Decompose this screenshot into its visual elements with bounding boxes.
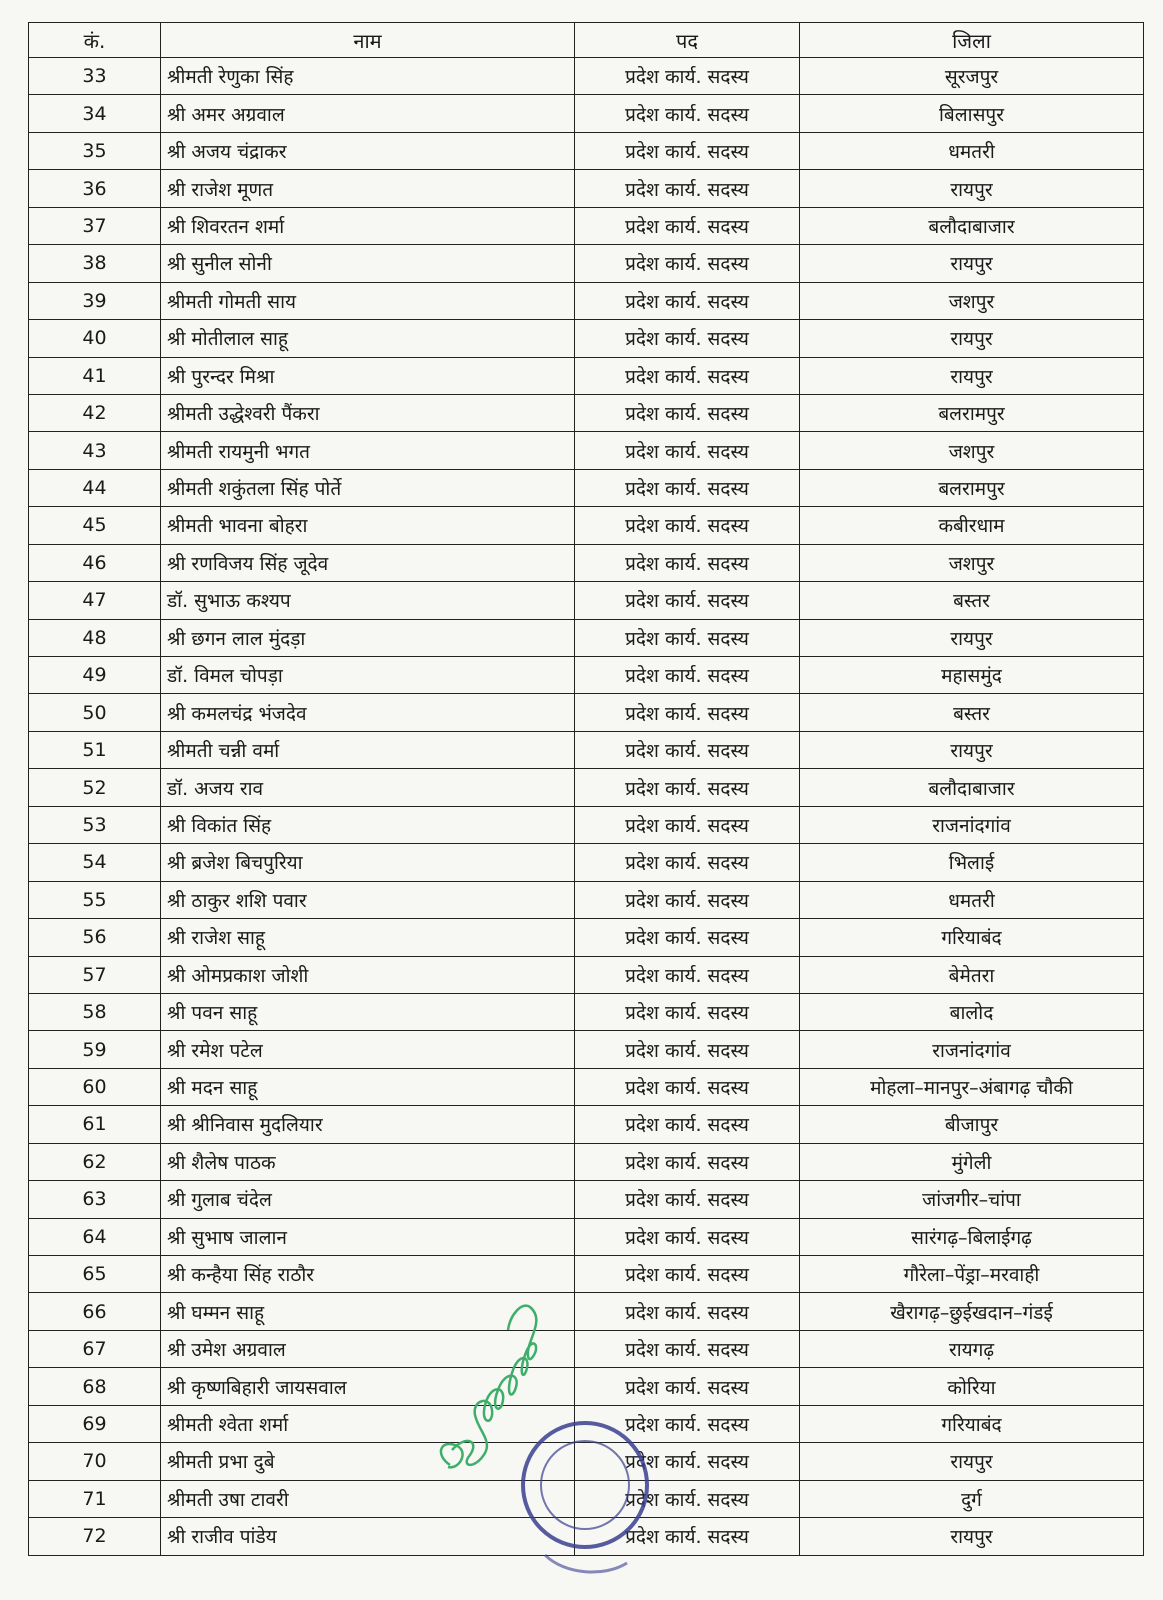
serial-no-cell: 55 <box>29 881 161 918</box>
post-cell: प्रदेश कार्य. सदस्य <box>575 1218 800 1255</box>
header-post: पद <box>575 23 800 58</box>
district-cell: रायपुर <box>800 170 1144 207</box>
district-cell: महासमुंद <box>800 657 1144 694</box>
member-name-cell: श्री ठाकुर शशि पवार <box>161 881 575 918</box>
district-cell: रायपुर <box>800 619 1144 656</box>
serial-no-cell: 35 <box>29 132 161 169</box>
table-row <box>29 956 1144 993</box>
serial-no-cell: 67 <box>29 1330 161 1367</box>
serial-no-cell: 36 <box>29 170 161 207</box>
table-row <box>29 507 1144 544</box>
district-cell: बलरामपुर <box>800 469 1144 506</box>
table-row <box>29 357 1144 394</box>
district-cell: जशपुर <box>800 432 1144 469</box>
district-cell: धमतरी <box>800 132 1144 169</box>
table-row <box>29 1106 1144 1143</box>
member-name-cell: श्री कमलचंद्र भंजदेव <box>161 694 575 731</box>
table-row <box>29 320 1144 357</box>
serial-no-cell: 33 <box>29 58 161 95</box>
member-name-cell: श्रीमती चन्नी वर्मा <box>161 731 575 768</box>
member-name-cell: श्रीमती रेणुका सिंह <box>161 58 575 95</box>
member-name-cell: श्री अजय चंद्राकर <box>161 132 575 169</box>
member-name-cell: डॉ. अजय राव <box>161 769 575 806</box>
post-cell: प्रदेश कार्य. सदस्य <box>575 132 800 169</box>
district-cell: राजनांदगांव <box>800 1031 1144 1068</box>
table-row <box>29 469 1144 506</box>
member-name-cell: डॉ. सुभाऊ कश्यप <box>161 582 575 619</box>
serial-no-cell: 53 <box>29 806 161 843</box>
table-row <box>29 207 1144 244</box>
table-row <box>29 1368 1144 1405</box>
member-name-cell: श्रीमती गोमती साय <box>161 282 575 319</box>
member-name-cell: श्रीमती शकुंतला सिंह पोर्ते <box>161 469 575 506</box>
table-row <box>29 432 1144 469</box>
serial-no-cell: 51 <box>29 731 161 768</box>
post-cell: प्रदेश कार्य. सदस्य <box>575 1480 800 1517</box>
post-cell: प्रदेश कार्य. सदस्य <box>575 245 800 282</box>
post-cell: प्रदेश कार्य. सदस्य <box>575 919 800 956</box>
table-row <box>29 1218 1144 1255</box>
serial-no-cell: 48 <box>29 619 161 656</box>
serial-no-cell: 68 <box>29 1368 161 1405</box>
district-cell: गरियाबंद <box>800 919 1144 956</box>
post-cell: प्रदेश कार्य. सदस्य <box>575 1068 800 1105</box>
serial-no-cell: 62 <box>29 1143 161 1180</box>
district-cell: मोहला–मानपुर–अंबागढ़ चौकी <box>800 1068 1144 1105</box>
serial-no-cell: 70 <box>29 1443 161 1480</box>
district-cell: रायपुर <box>800 731 1144 768</box>
table-header <box>29 23 1144 58</box>
table-row <box>29 282 1144 319</box>
table-row <box>29 1518 1144 1555</box>
post-cell: प्रदेश कार्य. सदस्य <box>575 956 800 993</box>
member-name-cell: डॉ. विमल चोपड़ा <box>161 657 575 694</box>
table-row <box>29 544 1144 581</box>
post-cell: प्रदेश कार्य. सदस्य <box>575 844 800 881</box>
district-cell: रायगढ़ <box>800 1330 1144 1367</box>
member-list-page <box>28 22 1143 1556</box>
post-cell: प्रदेश कार्य. सदस्य <box>575 394 800 431</box>
serial-no-cell: 34 <box>29 95 161 132</box>
member-name-cell: श्री रमेश पटेल <box>161 1031 575 1068</box>
serial-no-cell: 56 <box>29 919 161 956</box>
table-row <box>29 1443 1144 1480</box>
serial-no-cell: 65 <box>29 1256 161 1293</box>
table-row <box>29 1068 1144 1105</box>
serial-no-cell: 47 <box>29 582 161 619</box>
post-cell: प्रदेश कार्य. सदस्य <box>575 1031 800 1068</box>
post-cell: प्रदेश कार्य. सदस्य <box>575 320 800 357</box>
post-cell: प्रदेश कार्य. सदस्य <box>575 58 800 95</box>
member-name-cell: श्री राजीव पांडेय <box>161 1518 575 1555</box>
post-cell: प्रदेश कार्य. सदस्य <box>575 469 800 506</box>
district-cell: सूरजपुर <box>800 58 1144 95</box>
district-cell: सारंगढ़–बिलाईगढ़ <box>800 1218 1144 1255</box>
serial-no-cell: 39 <box>29 282 161 319</box>
post-cell: प्रदेश कार्य. सदस्य <box>575 1256 800 1293</box>
post-cell: प्रदेश कार्य. सदस्य <box>575 731 800 768</box>
table-row <box>29 806 1144 843</box>
district-cell: बलौदाबाजार <box>800 207 1144 244</box>
table-row <box>29 1181 1144 1218</box>
district-cell: रायपुर <box>800 320 1144 357</box>
serial-no-cell: 40 <box>29 320 161 357</box>
post-cell: प्रदेश कार्य. सदस्य <box>575 657 800 694</box>
post-cell: प्रदेश कार्य. सदस्य <box>575 769 800 806</box>
member-name-cell: श्री कृष्णबिहारी जायसवाल <box>161 1368 575 1405</box>
table-row <box>29 993 1144 1030</box>
member-name-cell: श्री विकांत सिंह <box>161 806 575 843</box>
table-row <box>29 1256 1144 1293</box>
post-cell: प्रदेश कार्य. सदस्य <box>575 806 800 843</box>
post-cell: प्रदेश कार्य. सदस्य <box>575 1181 800 1218</box>
district-cell: गौरेला–पेंड्रा–मरवाही <box>800 1256 1144 1293</box>
table-row <box>29 1293 1144 1330</box>
serial-no-cell: 41 <box>29 357 161 394</box>
serial-no-cell: 59 <box>29 1031 161 1068</box>
member-name-cell: श्रीमती श्वेता शर्मा <box>161 1405 575 1442</box>
serial-no-cell: 49 <box>29 657 161 694</box>
serial-no-cell: 61 <box>29 1106 161 1143</box>
serial-no-cell: 46 <box>29 544 161 581</box>
district-cell: रायपुर <box>800 1518 1144 1555</box>
table-row <box>29 245 1144 282</box>
district-cell: दुर्ग <box>800 1480 1144 1517</box>
serial-no-cell: 58 <box>29 993 161 1030</box>
member-name-cell: श्री राजेश साहू <box>161 919 575 956</box>
member-name-cell: श्री ब्रजेश बिचपुरिया <box>161 844 575 881</box>
header-row <box>29 23 1144 58</box>
post-cell: प्रदेश कार्य. सदस्य <box>575 619 800 656</box>
serial-no-cell: 52 <box>29 769 161 806</box>
post-cell: प्रदेश कार्य. सदस्य <box>575 544 800 581</box>
serial-no-cell: 69 <box>29 1405 161 1442</box>
serial-no-cell: 43 <box>29 432 161 469</box>
table-row <box>29 1480 1144 1517</box>
table-row <box>29 619 1144 656</box>
post-cell: प्रदेश कार्य. सदस्य <box>575 1293 800 1330</box>
member-name-cell: श्री अमर अग्रवाल <box>161 95 575 132</box>
member-name-cell: श्रीमती प्रभा दुबे <box>161 1443 575 1480</box>
district-cell: बस्तर <box>800 582 1144 619</box>
post-cell: प्रदेश कार्य. सदस्य <box>575 207 800 244</box>
member-name-cell: श्री राजेश मूणत <box>161 170 575 207</box>
district-cell: बस्तर <box>800 694 1144 731</box>
member-table <box>28 22 1144 1556</box>
member-name-cell: श्रीमती उषा टावरी <box>161 1480 575 1517</box>
district-cell: कबीरधाम <box>800 507 1144 544</box>
post-cell: प्रदेश कार्य. सदस्य <box>575 582 800 619</box>
table-row <box>29 731 1144 768</box>
district-cell: कोरिया <box>800 1368 1144 1405</box>
district-cell: बेमेतरा <box>800 956 1144 993</box>
member-name-cell: श्री छगन लाल मुंदड़ा <box>161 619 575 656</box>
serial-no-cell: 57 <box>29 956 161 993</box>
member-name-cell: श्री रणविजय सिंह जूदेव <box>161 544 575 581</box>
header-serial-no: कं. <box>29 23 161 58</box>
table-row <box>29 170 1144 207</box>
serial-no-cell: 54 <box>29 844 161 881</box>
district-cell: बिलासपुर <box>800 95 1144 132</box>
table-row <box>29 58 1144 95</box>
district-cell: गरियाबंद <box>800 1405 1144 1442</box>
post-cell: प्रदेश कार्य. सदस्य <box>575 694 800 731</box>
district-cell: बलरामपुर <box>800 394 1144 431</box>
table-row <box>29 394 1144 431</box>
member-name-cell: श्री ओमप्रकाश जोशी <box>161 956 575 993</box>
member-name-cell: श्री उमेश अग्रवाल <box>161 1330 575 1367</box>
table-row <box>29 132 1144 169</box>
serial-no-cell: 50 <box>29 694 161 731</box>
member-name-cell: श्री मोतीलाल साहू <box>161 320 575 357</box>
post-cell: प्रदेश कार्य. सदस्य <box>575 95 800 132</box>
district-cell: बीजापुर <box>800 1106 1144 1143</box>
table-row <box>29 657 1144 694</box>
member-name-cell: श्री गुलाब चंदेल <box>161 1181 575 1218</box>
post-cell: प्रदेश कार्य. सदस्य <box>575 1106 800 1143</box>
member-name-cell: श्री मदन साहू <box>161 1068 575 1105</box>
post-cell: प्रदेश कार्य. सदस्य <box>575 1143 800 1180</box>
table-body <box>29 58 1144 1556</box>
seal-tail <box>545 1555 627 1572</box>
post-cell: प्रदेश कार्य. सदस्य <box>575 1368 800 1405</box>
district-cell: राजनांदगांव <box>800 806 1144 843</box>
table-row <box>29 582 1144 619</box>
member-name-cell: श्री शैलेष पाठक <box>161 1143 575 1180</box>
district-cell: भिलाई <box>800 844 1144 881</box>
member-name-cell: श्री घम्मन साहू <box>161 1293 575 1330</box>
post-cell: प्रदेश कार्य. सदस्य <box>575 881 800 918</box>
serial-no-cell: 38 <box>29 245 161 282</box>
member-name-cell: श्री पुरन्दर मिश्रा <box>161 357 575 394</box>
serial-no-cell: 72 <box>29 1518 161 1555</box>
post-cell: प्रदेश कार्य. सदस्य <box>575 170 800 207</box>
member-name-cell: श्रीमती रायमुनी भगत <box>161 432 575 469</box>
district-cell: जांजगीर–चांपा <box>800 1181 1144 1218</box>
member-name-cell: श्री कन्हैया सिंह राठौर <box>161 1256 575 1293</box>
district-cell: मुंगेली <box>800 1143 1144 1180</box>
district-cell: जशपुर <box>800 282 1144 319</box>
district-cell: धमतरी <box>800 881 1144 918</box>
serial-no-cell: 63 <box>29 1181 161 1218</box>
post-cell: प्रदेश कार्य. सदस्य <box>575 1330 800 1367</box>
member-name-cell: श्री सुनील सोनी <box>161 245 575 282</box>
serial-no-cell: 64 <box>29 1218 161 1255</box>
post-cell: प्रदेश कार्य. सदस्य <box>575 1405 800 1442</box>
table-row <box>29 1143 1144 1180</box>
member-name-cell: श्री पवन साहू <box>161 993 575 1030</box>
serial-no-cell: 45 <box>29 507 161 544</box>
header-name: नाम <box>161 23 575 58</box>
table-row <box>29 1330 1144 1367</box>
post-cell: प्रदेश कार्य. सदस्य <box>575 993 800 1030</box>
post-cell: प्रदेश कार्य. सदस्य <box>575 282 800 319</box>
serial-no-cell: 66 <box>29 1293 161 1330</box>
district-cell: बालोद <box>800 993 1144 1030</box>
table-row <box>29 844 1144 881</box>
post-cell: प्रदेश कार्य. सदस्य <box>575 1443 800 1480</box>
member-name-cell: श्री शिवरतन शर्मा <box>161 207 575 244</box>
table-row <box>29 694 1144 731</box>
serial-no-cell: 37 <box>29 207 161 244</box>
district-cell: खैरागढ़–छुईखदान–गंडई <box>800 1293 1144 1330</box>
table-row <box>29 881 1144 918</box>
header-district: जिला <box>800 23 1144 58</box>
post-cell: प्रदेश कार्य. सदस्य <box>575 1518 800 1555</box>
serial-no-cell: 60 <box>29 1068 161 1105</box>
member-name-cell: श्री श्रीनिवास मुदलियार <box>161 1106 575 1143</box>
table-row <box>29 1405 1144 1442</box>
member-name-cell: श्रीमती भावना बोहरा <box>161 507 575 544</box>
table-row <box>29 95 1144 132</box>
district-cell: रायपुर <box>800 357 1144 394</box>
post-cell: प्रदेश कार्य. सदस्य <box>575 357 800 394</box>
serial-no-cell: 71 <box>29 1480 161 1517</box>
serial-no-cell: 42 <box>29 394 161 431</box>
district-cell: जशपुर <box>800 544 1144 581</box>
post-cell: प्रदेश कार्य. सदस्य <box>575 432 800 469</box>
serial-no-cell: 44 <box>29 469 161 506</box>
district-cell: बलौदाबाजार <box>800 769 1144 806</box>
table-row <box>29 919 1144 956</box>
table-row <box>29 1031 1144 1068</box>
district-cell: रायपुर <box>800 1443 1144 1480</box>
district-cell: रायपुर <box>800 245 1144 282</box>
member-name-cell: श्री सुभाष जालान <box>161 1218 575 1255</box>
table-row <box>29 769 1144 806</box>
member-name-cell: श्रीमती उद्धेश्वरी पैंकरा <box>161 394 575 431</box>
post-cell: प्रदेश कार्य. सदस्य <box>575 507 800 544</box>
